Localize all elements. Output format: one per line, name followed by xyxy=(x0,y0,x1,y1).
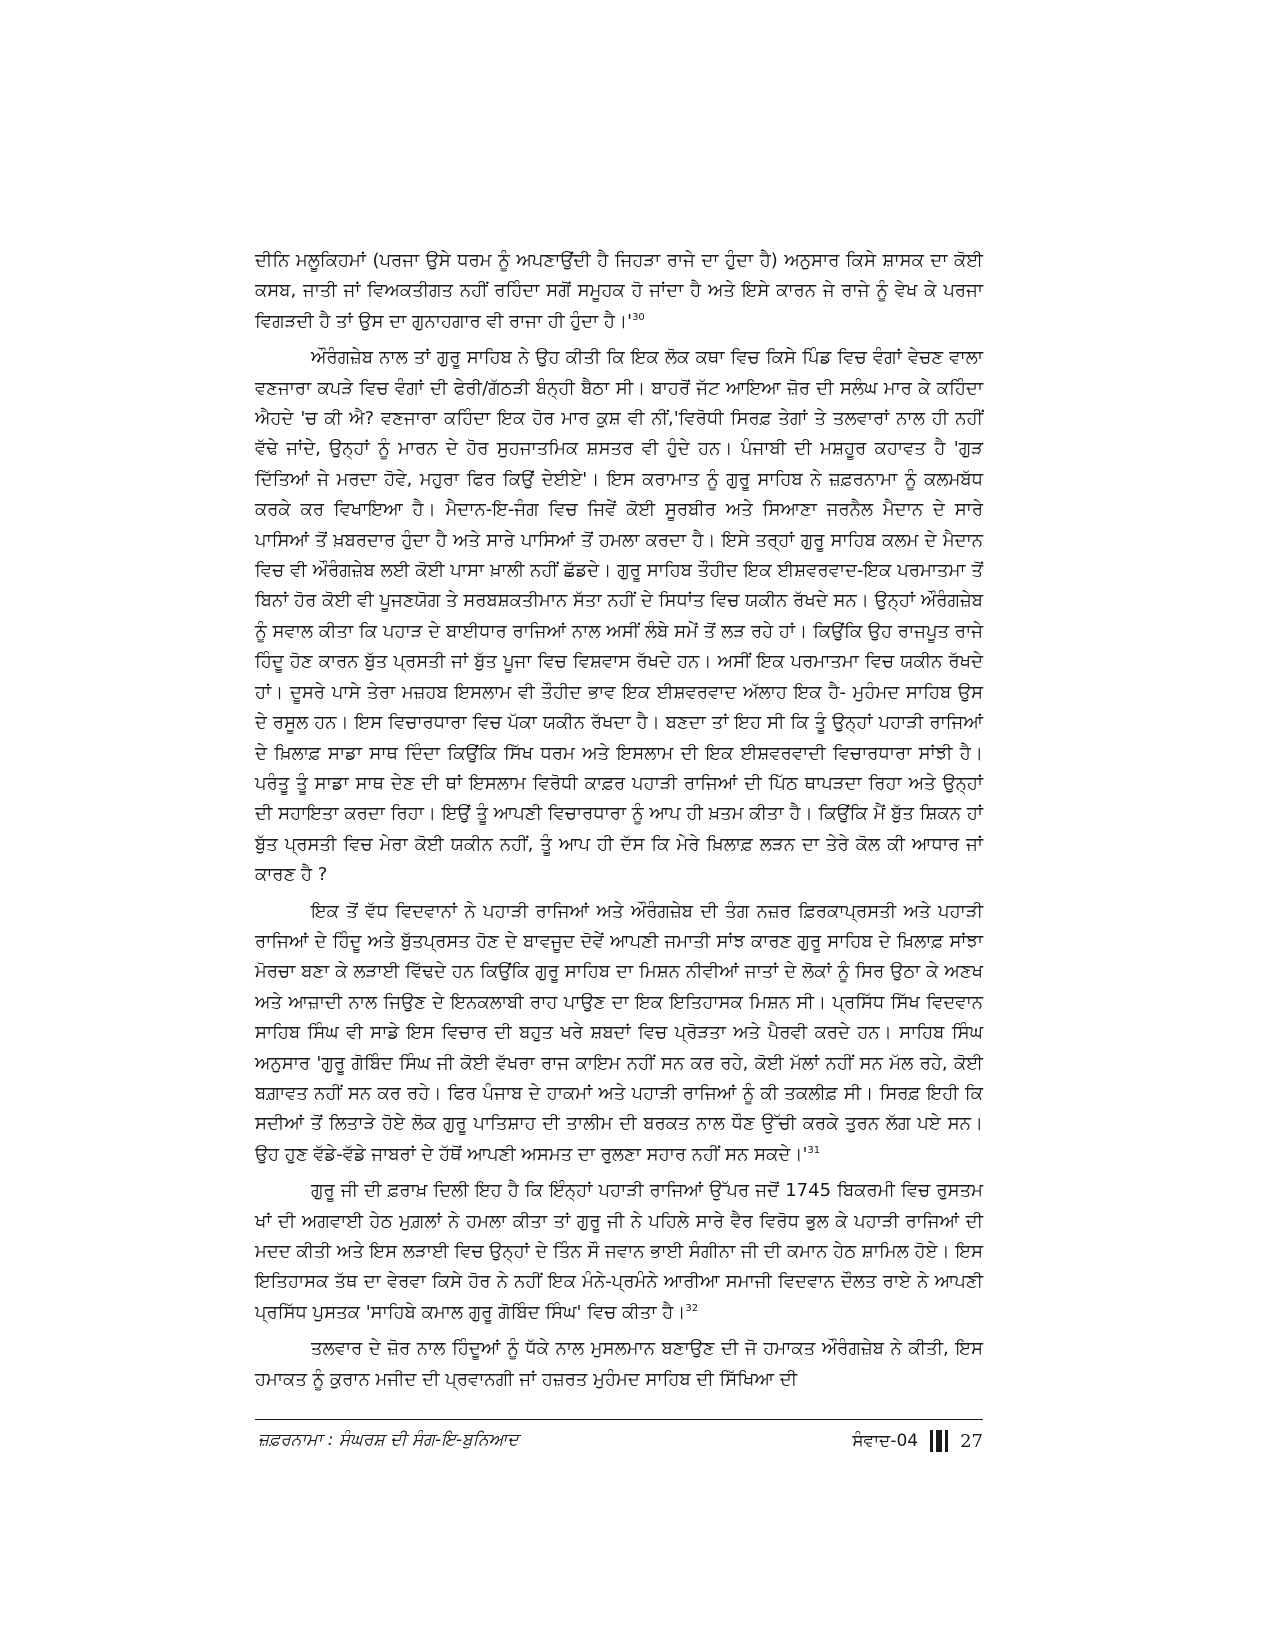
paragraph-2: ਔਰੰਗਜ਼ੇਬ ਨਾਲ ਤਾਂ ਗੁਰੂ ਸਾਹਿਬ ਨੇ ਉਹ ਕੀਤੀ ਕਿ ਇਕ ਲੋਕ ਕਥਾ ਵਿਚ ਕਿਸੇ ਪਿੰਡ ਵਿਚ ਵੰਗਾਂ ਵੇਚਣ ਵਾਲਾ ਵਣਜਾਰਾ ਕਪੜੇ ਵਿਚ ਵੰਗਾਂ ਦੀ ਫੇਰੀ/ਗੱਠੜੀ ਬੰਨ੍ਹੀ ਬੈਠਾ ਸੀ। ਬਾਹਰੋਂ ਜੱਟ ਆਇਆ ਜ਼ੋਰ ਦੀ ਸਲੰਘ ਮਾਰ ਕੇ ਕਹਿੰਦਾ ਐਹਦੇ 'ਚ ਕੀ ਐ? ਵਣਜਾਰਾ ਕਹਿੰਦਾ ਇਕ ਹੋਰ ਮਾਰ ਕੁਸ਼ ਵੀ ਨੀਂ,'ਵਿਰੋਧੀ ਸਿਰਫ਼ ਤੇਗਾਂ ਤੇ ਤਲਵਾਰਾਂ ਨਾਲ ਹੀ ਨਹੀਂ ਵੱਢੇ ਜਾਂਦੇ, ਉਨ੍ਹਾਂ ਨੂੰ ਮਾਰਨ ਦੇ ਹੋਰ ਸੁਹਜਾਤਮਿਕ ਸ਼ਸਤਰ ਵੀ ਹੁੰਦੇ ਹਨ। ਪੰਜਾਬੀ ਦੀ ਮਸ਼ਹੂਰ ਕਹਾਵਤ ਹੈ 'ਗੁੜ ਦਿੱਤਿਆਂ ਜੇ ਮਰਦਾ ਹੋਵੇ, ਮਹੁਰਾ ਫਿਰ ਕਿਉਂ ਦੇਈਏ'। ਇਸ ਕਰਾਮਾਤ ਨੂੰ ਗੁਰੂ ਸਾਹਿਬ ਨੇ ਜ਼ਫ਼ਰਨਾਮਾ ਨੂੰ ਕਲਮਬੱਧ ਕਰਕੇ ਕਰ ਵਿਖਾਇਆ ਹੈ। ਮੈਦਾਨ-ਇ-ਜੰਗ ਵਿਚ ਜਿਵੇਂ ਕੋਈ ਸੂਰਬੀਰ ਅਤੇ ਸਿਆਣਾ ਜਰਨੈਲ ਮੈਦਾਨ ਦੇ ਸਾਰੇ ਪਾਸਿਆਂ ਤੋਂ ਖ਼ਬਰਦਾਰ ਹੁੰਦਾ ਹੈ ਅਤੇ ਸਾਰੇ ਪਾਸਿਆਂ ਤੋਂ ਹਮਲਾ ਕਰਦਾ ਹੈ। ਇਸੇ ਤਰ੍ਹਾਂ ਗੁਰੂ ਸਾਹਿਬ ਕਲਮ ਦੇ ਮੈਦਾਨ ਵਿਚ ਵੀ ਔਰੰਗਜ਼ੇਬ ਲਈ ਕੋਈ ਪਾਸਾ ਖ਼ਾਲੀ ਨਹੀਂ ਛੱਡਦੇ। ਗੁਰੂ ਸਾਹਿਬ ਤੌਹੀਦ ਇਕ ਈਸ਼ਵਰਵਾਦ-ਇਕ ਪਰਮਾਤਮਾ ਤੋਂ ਬਿਨਾਂ ਹੋਰ ਕੋਈ ਵੀ ਪੂਜਣਯੋਗ ਤੇ ਸਰਬਸ਼ਕਤੀਮਾਨ ਸੱਤਾ ਨਹੀਂ ਦੇ ਸਿਧਾਂਤ ਵਿਚ ਯਕੀਨ ਰੱਖਦੇ ਸਨ। ਉਨ੍ਹਾਂ ਔਰੰਗਜ਼ੇਬ ਨੂੰ ਸਵਾਲ ਕੀਤਾ ਕਿ ਪਹਾੜ ਦੇ ਬਾਈਧਾਰ ਰਾਜਿਆਂ ਨਾਲ ਅਸੀਂ ਲੰਬੇ ਸਮੇਂ ਤੋਂ ਲੜ ਰਹੇ ਹਾਂ। ਕਿਉਂਕਿ ਉਹ ਰਾਜਪੂਤ ਰਾਜੇ ਹਿੰਦੂ ਹੋਣ ਕਾਰਨ ਬੁੱਤ ਪ੍ਰਸਤੀ ਜਾਂ ਬੁੱਤ ਪੂਜਾ ਵਿਚ ਵਿਸ਼ਵਾਸ ਰੱਖਦੇ ਹਨ। ਅਸੀਂ ਇਕ ਪਰਮਾਤਮਾ ਵਿਚ ਯਕੀਨ ਰੱਖਦੇ ਹਾਂ। ਦੂਸਰੇ ਪਾਸੇ ਤੇਰਾ ਮਜ਼ਹਬ ਇਸਲਾਮ ਵੀ ਤੌਹੀਦ ਭਾਵ ਇਕ ਈਸ਼ਵਰਵਾਦ ਅੱਲਾਹ ਇਕ ਹੈ- ਮੁਹੰਮਦ ਸਾਹਿਬ ਉਸ ਦੇ ਰਸੂਲ ਹਨ। ਇਸ ਵਿਚਾਰਧਾਰਾ ਵਿਚ ਪੱਕਾ ਯਕੀਨ ਰੱਖਦਾ ਹੈ। ਬਣਦਾ ਤਾਂ ਇਹ ਸੀ ਕਿ ਤੂੰ ਉਨ੍ਹਾਂ ਪਹਾੜੀ ਰਾਜਿਆਂ ਦੇ ਖ਼ਿਲਾਫ਼ ਸਾਡਾ ਸਾਥ ਦਿੰਦਾ ਕਿਉਂਕਿ ਸਿੱਖ ਧਰਮ ਅਤੇ ਇਸਲਾਮ ਦੀ ਇਕ ਈਸ਼ਵਰਵਾਦੀ ਵਿਚਾਰਧਾਰਾ ਸਾਂਝੀ ਹੈ। ਪਰੰਤੂ ਤੂੰ ਸਾਡਾ ਸਾਥ ਦੇਣ ਦੀ ਥਾਂ ਇਸਲਾਮ ਵਿਰੋਧੀ ਕਾਫ਼ਰ ਪਹਾੜੀ ਰਾਜਿਆਂ ਦੀ ਪਿੱਠ ਥਾਪੜਦਾ ਰਿਹਾ ਅਤੇ ਉਨ੍ਹਾਂ ਦੀ ਸਹਾਇਤਾ ਕਰਦਾ ਰਿਹਾ। ਇਉਂ ਤੂੰ ਆਪਣੀ ਵਿਚਾਰਧਾਰਾ ਨੂੰ ਆਪ ਹੀ ਖ਼ਤਮ ਕੀਤਾ ਹੈ। ਕਿਉਂਕਿ ਮੈਂ ਬੁੱਤ ਸ਼ਿਕਨ ਹਾਂ ਬੁੱਤ ਪ੍ਰਸਤੀ ਵਿਚ ਮੇਰਾ ਕੋਈ ਯਕੀਨ ਨਹੀਂ, ਤੂੰ ਆਪ ਹੀ ਦੱਸ ਕਿ ਮੇਰੇ ਖ਼ਿਲਾਫ਼ ਲੜਨ ਦਾ ਤੇਰੇ ਕੋਲ ਕੀ ਆਧਾਰ ਜਾਂ ਕਾਰਣ ਹੈ ? xyxy=(255,347,983,886)
page-number: 27 xyxy=(960,1430,983,1452)
paragraph-4: ਗੁਰੂ ਜੀ ਦੀ ਫ਼ਰਾਖ਼ ਦਿਲੀ ਇਹ ਹੈ ਕਿ ਇੰਨ੍ਹਾਂ ਪਹਾੜੀ ਰਾਜਿਆਂ ਉੱਪਰ ਜਦੋਂ 1745 ਬਿਕਰਮੀ ਵਿਚ ਰੁਸਤਮ ਖਾਂ ਦੀ ਅਗਵਾਈ ਹੇਠ ਮੁਗ਼ਲਾਂ ਨੇ ਹਮਲਾ ਕੀਤਾ ਤਾਂ ਗੁਰੂ ਜੀ ਨੇ ਪਹਿਲੇ ਸਾਰੇ ਵੈਰ ਵਿਰੋਧ ਭੁਲ ਕੇ ਪਹਾੜੀ ਰਾਜਿਆਂ ਦੀ ਮਦਦ ਕੀਤੀ ਅਤੇ ਇਸ ਲੜਾਈ ਵਿਚ ਉਨ੍ਹਾਂ ਦੇ ਤਿੰਨ ਸੌ ਜਵਾਨ ਭਾਈ ਸੰਗੀਨਾ ਜੀ ਦੀ ਕਮਾਨ ਹੇਠ ਸ਼ਾਮਿਲ ਹੋਏ। ਇਸ ਇਤਿਹਾਸਕ ਤੱਥ ਦਾ ਵੇਰਵਾ ਕਿਸੇ ਹੋਰ ਨੇ ਨਹੀਂ ਇਕ ਮੰਨੇ-ਪ੍ਰਮੰਨੇ ਆਰੀਆ ਸਮਾਜੀ ਵਿਦਵਾਨ ਦੌਲਤ ਰਾਏ ਨੇ ਆਪਣੀ ਪ੍ਰਸਿੱਧ ਪੁਸਤਕ 'ਸਾਹਿਬੇ ਕਮਾਲ ਗੁਰੂ ਗੋਬਿੰਦ ਸਿੰਘ' ਵਿਚ ਕੀਤਾ ਹੈ।$^{32}$ xyxy=(255,1180,983,1323)
journal-name: ਸੰਵਾਦ-04 xyxy=(852,1431,919,1451)
paragraph-3: ਇਕ ਤੋਂ ਵੱਧ ਵਿਦਵਾਨਾਂ ਨੇ ਪਹਾੜੀ ਰਾਜਿਆਂ ਅਤੇ ਔਰੰਗਜ਼ੇਬ ਦੀ ਤੰਗ ਨਜ਼ਰ ਫ਼ਿਰਕਾਪ੍ਰਸਤੀ ਅਤੇ ਪਹਾੜੀ ਰਾਜਿਆਂ ਦੇ ਹਿੰਦੂ ਅਤੇ ਬੁੱਤਪ੍ਰਸਤ ਹੋਣ ਦੇ ਬਾਵਜੂਦ ਦੋਵੇਂ ਆਪਣੀ ਜਮਾਤੀ ਸਾਂਝ ਕਾਰਣ ਗੁਰੂ ਸਾਹਿਬ ਦੇ ਖ਼ਿਲਾਫ਼ ਸਾਂਝਾ ਮੋਰਚਾ ਬਣਾ ਕੇ ਲੜਾਈ ਵਿੱਢਦੇ ਹਨ ਕਿਉਂਕਿ ਗੁਰੂ ਸਾਹਿਬ ਦਾ ਮਿਸ਼ਨ ਨੀਵੀਆਂ ਜਾਤਾਂ ਦੇ ਲੋਕਾਂ ਨੂੰ ਸਿਰ ਉਠਾ ਕੇ ਅਣਖ ਅਤੇ ਆਜ਼ਾਦੀ ਨਾਲ ਜਿਉਣ ਦੇ ਇਨਕਲਾਬੀ ਰਾਹ ਪਾਉਣ ਦਾ ਇਕ ਇਤਿਹਾਸਕ ਮਿਸ਼ਨ ਸੀ। ਪ੍ਰਸਿੱਧ ਸਿੱਖ ਵਿਦਵਾਨ ਸਾਹਿਬ ਸਿੰਘ ਵੀ ਸਾਡੇ ਇਸ ਵਿਚਾਰ ਦੀ ਬਹੁਤ ਖਰੇ ਸ਼ਬਦਾਂ ਵਿਚ ਪ੍ਰੋੜਤਾ ਅਤੇ ਪੈਰਵੀ ਕਰਦੇ ਹਨ। ਸਾਹਿਬ ਸਿੰਘ ਅਨੁਸਾਰ 'ਗੁਰੂ ਗੋਬਿੰਦ ਸਿੰਘ ਜੀ ਕੋਈ ਵੱਖਰਾ ਰਾਜ ਕਾਇਮ ਨਹੀਂ ਸਨ ਕਰ ਰਹੇ, ਕੋਈ ਮੱਲਾਂ ਨਹੀਂ ਸਨ ਮੱਲ ਰਹੇ, ਕੋਈ ਬਗ਼ਾਵਤ ਨਹੀਂ ਸਨ ਕਰ ਰਹੇ। ਫਿਰ ਪੰਜਾਬ ਦੇ ਹਾਕਮਾਂ ਅਤੇ ਪਹਾੜੀ ਰਾਜਿਆਂ ਨੂੰ ਕੀ ਤਕਲੀਫ਼ ਸੀ। ਸਿਰਫ਼ ਇਹੀ ਕਿ ਸਦੀਆਂ ਤੋਂ ਲਿਤਾੜੇ ਹੋਏ ਲੋਕ ਗੁਰੂ ਪਾਤਿਸ਼ਾਹ ਦੀ ਤਾਲੀਮ ਦੀ ਬਰਕਤ ਨਾਲ ਧੌਣ ਉੱਚੀ ਕਰਕੇ ਤੁਰਨ ਲੱਗ ਪਏ ਸਨ। ਉਹ ਹੁਣ ਵੱਡੇ-ਵੱਡੇ ਜਾਬਰਾਂ ਦੇ ਹੱਥੋਂ ਆਪਣੀ ਅਸਮਤ ਦਾ ਰੁਲਣਾ ਸਹਾਰ ਨਹੀਂ ਸਨ $ਸਕਦੇ।'^{31}$ xyxy=(255,900,983,1165)
running-title: ਜ਼ਫ਼ਰਨਾਮਾ : ਸੰਘਰਸ਼ ਦੀ ਸੰਗ-ਇ-ਬੁਨਿਆਦ xyxy=(258,1430,519,1450)
footnote-ref-30: 30 xyxy=(632,311,645,323)
bars-ornament-icon xyxy=(930,1430,948,1452)
footnote-ref-32: 32 xyxy=(685,1302,699,1314)
paragraph-5: ਤਲਵਾਰ ਦੇ ਜ਼ੋਰ ਨਾਲ ਹਿੰਦੂਆਂ ਨੂੰ ਧੱਕੇ ਨਾਲ ਮੁਸਲਮਾਨ ਬਣਾਉਣ ਦੀ ਜੋ ਹਮਾਕਤ ਔਰੰਗਜ਼ੇਬ ਨੇ ਕੀਤੀ, ਇਸ ਹਮਾਕਤ ਨੂੰ ਕੁਰਾਨ ਮਜੀਦ ਦੀ ਪ੍ਰਵਾਨਗੀ ਜਾਂ ਹਜ਼ਰਤ ਮੁਹੰਮਦ ਸਾਹਿਬ ਦੀ ਸਿੱਖਿਆ ਦੀ xyxy=(255,1338,983,1390)
footer-right xyxy=(852,1430,983,1452)
body-text xyxy=(255,246,983,1401)
footnote-ref-31: 31 xyxy=(807,1144,821,1156)
footer-divider xyxy=(255,1419,983,1420)
paragraph-1: ਦੀਨਿ ਮਲੂਕਿਹਮਾਂ (ਪਰਜਾ ਉਸੇ ਧਰਮ ਨੂੰ ਅਪਣਾਉਂਦੀ ਹੈ ਜਿਹੜਾ ਰਾਜੇ ਦਾ ਹੁੰਦਾ ਹੈ) ਅਨੁਸਾਰ ਕਿਸੇ ਸ਼ਾਸਕ ਦਾ ਕੋਈ ਕਸਬ, ਜਾਤੀ ਜਾਂ ਵਿਅਕਤੀਗਤ ਨਹੀਂ ਰਹਿੰਦਾ ਸਗੋਂ ਸਮੂਹਕ ਹੋ ਜਾਂਦਾ ਹੈ ਅਤੇ ਇਸੇ ਕਾਰਨ ਜੇ ਰਾਜੇ ਨੂੰ ਵੇਖ ਕੇ ਪਰਜਾ ਵਿਗੜਦੀ ਹੈ ਤਾਂ ਉਸ ਦਾ ਗੁਨਾਹਗਾਰ ਵੀ ਰਾਜਾ ਹੀ ਹੁੰਦਾ $ਹੈ।'^{30}$ xyxy=(255,250,983,332)
